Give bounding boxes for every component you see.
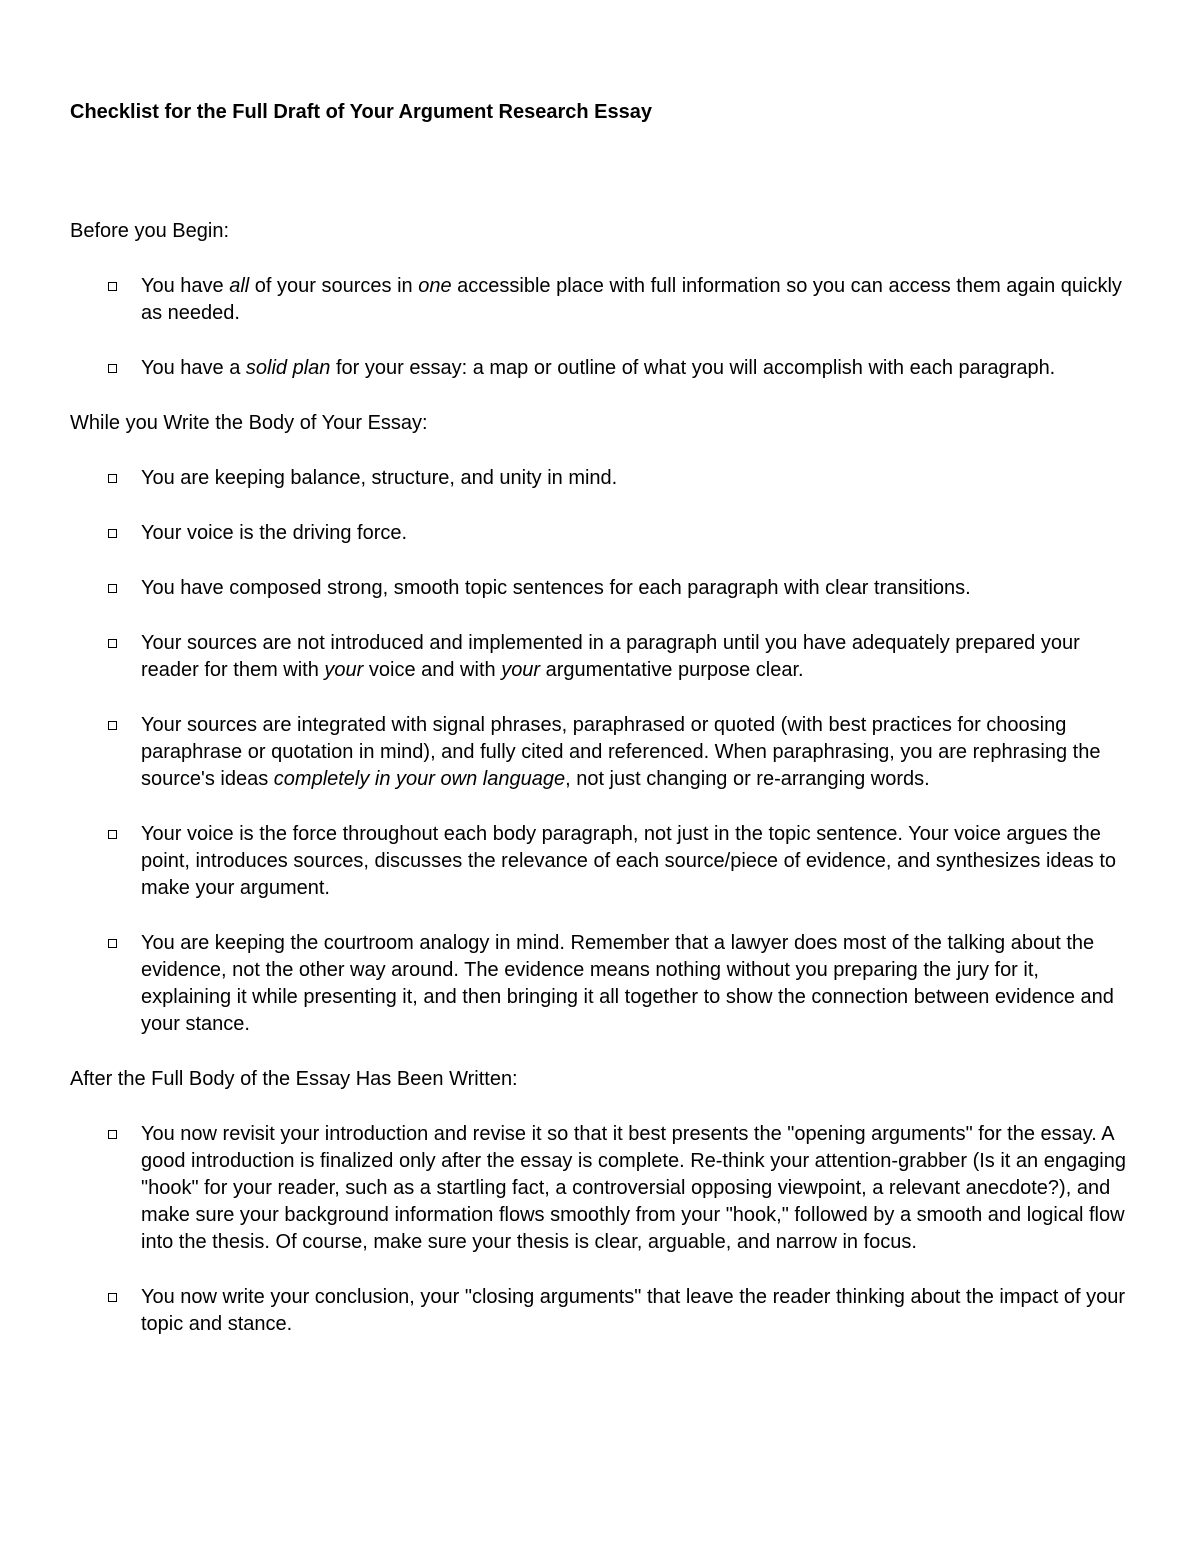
item-text — [141, 467, 617, 489]
checkbox-icon[interactable] — [108, 1130, 117, 1139]
text-run: You have composed strong, smooth topic sentences for each paragraph with clear transitions. — [141, 577, 971, 599]
emphasis-text: solid plan — [245, 357, 331, 379]
document-title: Checklist for the Full Draft of Your Argument Research Essay — [70, 101, 652, 123]
emphasis-text: all — [229, 275, 250, 297]
text-run: accessible place with full information so you can access them again quickly as needed. — [141, 275, 1122, 324]
document-page — [70, 98, 1134, 1338]
item-text — [141, 577, 971, 599]
checklist-item — [70, 1121, 1134, 1256]
text-run: for your essay: a map or outline of what you will accomplish with each paragraph. — [330, 357, 1056, 379]
item-text — [141, 632, 1080, 681]
text-run: Your sources are integrated with signal phrases, paraphrased or quoted (with best practices for choosing paraphrase or quotation in mind), and fully cited and referenced. When paraphrasing, you are rephrasing the source's ideas — [141, 714, 1101, 790]
text-run: , not just changing or re-arranging words. — [565, 768, 930, 790]
checklist-item — [70, 630, 1134, 684]
item-text — [141, 932, 1114, 1035]
checklist-item — [70, 575, 1134, 602]
item-text — [141, 522, 407, 544]
text-run: Your voice is the force throughout each body paragraph, not just in the topic sentence. Your voice argues the point, introduces sources, discusses the relevance of each source/piece of evidence, and synthesizes ideas to make your argument. — [141, 823, 1117, 899]
text-run: argumentative purpose clear. — [540, 659, 804, 681]
item-text — [141, 1286, 1125, 1335]
checklist-after — [70, 1121, 1134, 1338]
checkbox-icon[interactable] — [108, 639, 117, 648]
checkbox-icon[interactable] — [108, 1293, 117, 1302]
checkbox-icon[interactable] — [108, 474, 117, 483]
checklist-item — [70, 821, 1134, 902]
section-heading-before: Before you Begin: — [70, 220, 229, 242]
text-run: Your sources are not introduced and implemented in a paragraph until you have adequately prepared your reader for them with — [141, 632, 1080, 681]
checklist-before — [70, 273, 1134, 382]
checklist-item — [70, 1284, 1134, 1338]
emphasis-text: one — [418, 275, 452, 297]
checkbox-icon[interactable] — [108, 529, 117, 538]
section-heading-after: After the Full Body of the Essay Has Been Written: — [70, 1068, 518, 1090]
text-run: You are keeping the courtroom analogy in mind. Remember that a lawyer does most of the talking about the evidence, not the other way around. The evidence means nothing without you preparing the jury for it, explaining it while presenting it, and then bringing it all together to show the connection between evidence and your stance. — [141, 932, 1114, 1035]
text-run: of your sources in — [249, 275, 419, 297]
checklist-item — [70, 520, 1134, 547]
checkbox-icon[interactable] — [108, 721, 117, 730]
item-text — [141, 275, 1122, 324]
checkbox-icon[interactable] — [108, 282, 117, 291]
checklist-item — [70, 355, 1134, 382]
text-run: You have — [141, 275, 230, 297]
emphasis-text: your — [324, 659, 364, 681]
checkbox-icon[interactable] — [108, 830, 117, 839]
section-heading-while: While you Write the Body of Your Essay: — [70, 412, 428, 434]
text-run: You have a — [141, 357, 246, 379]
item-text — [141, 1123, 1126, 1253]
checklist-item — [70, 273, 1134, 327]
text-run: You now revisit your introduction and revise it so that it best presents the "opening arguments" for the essay. A good introduction is finalized only after the essay is complete. Re-think your attention-grabber (Is it an engaging "hook" for your reader, such as a startling fact, a controversial opposing viewpoint, a relevant anecdote?), and make sure your background information flows smoothly from your "hook," followed by a smooth and logical flow into the thesis. Of course, make sure your thesis is clear, arguable, and narrow in focus. — [141, 1123, 1126, 1253]
checklist-item — [70, 465, 1134, 492]
text-run: Your voice is the driving force. — [141, 522, 408, 544]
item-text — [141, 823, 1116, 899]
checkbox-icon[interactable] — [108, 364, 117, 373]
text-run: You are keeping balance, structure, and unity in mind. — [141, 467, 618, 489]
checklist-item — [70, 712, 1134, 793]
checklist-while — [70, 465, 1134, 1038]
text-run: You now write your conclusion, your "closing arguments" that leave the reader thinking about the impact of your topic and stance. — [141, 1286, 1126, 1335]
emphasis-text: your — [501, 659, 541, 681]
item-text — [141, 714, 1100, 790]
text-run: voice and with — [363, 659, 502, 681]
emphasis-text: completely in your own language — [273, 768, 566, 790]
checklist-item — [70, 930, 1134, 1038]
checkbox-icon[interactable] — [108, 584, 117, 593]
item-text — [141, 357, 1055, 379]
checkbox-icon[interactable] — [108, 939, 117, 948]
